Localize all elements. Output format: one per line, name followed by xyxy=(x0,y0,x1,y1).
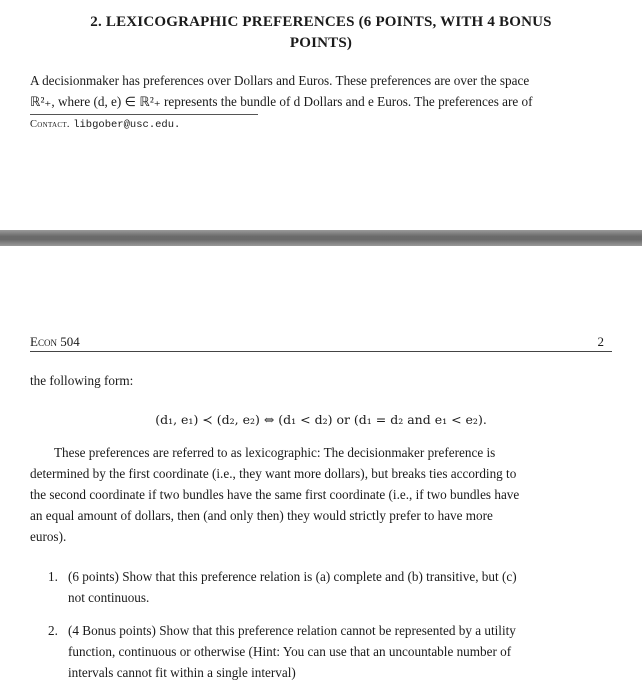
intro-line-1: A decisionmaker has preferences over Dollars and Euros. These preferences are over the space xyxy=(30,73,530,88)
list-item-body xyxy=(68,620,608,683)
page-number: 2 xyxy=(597,334,604,349)
intro-line-2: ℝ²₊, where (d, e) ∈ ℝ²₊ represents the bundle of d Dollars and e Euros. The preferences are of xyxy=(30,94,533,109)
list-item-line: function, continuous or otherwise (Hint: You can use that an uncountable number of xyxy=(68,644,512,659)
list-item-line: intervals cannot fit within a single interval) xyxy=(68,665,296,680)
footnote-rule xyxy=(30,114,258,115)
list-item-line: (4 Bonus points) Show that this preference relation cannot be represented by a utility xyxy=(68,623,516,638)
intro-text: the following form: xyxy=(30,373,134,388)
para-line: the second coordinate if two bundles have the same first coordinate (i.e., if two bundles have xyxy=(30,487,520,502)
lexicographic-paragraph xyxy=(30,442,608,547)
contact-label: Contact. xyxy=(30,119,70,130)
section-title-line-2: POINTS) xyxy=(289,35,353,51)
list-item-number: 2. xyxy=(48,623,58,638)
para-line: determined by the first coordinate (i.e., they want more dollars), but breaks ties according to xyxy=(30,466,517,481)
intro-paragraph xyxy=(30,70,612,112)
list-item-line: not continuous. xyxy=(68,590,150,605)
list-item-number: 1. xyxy=(48,569,58,584)
para-line: euros). xyxy=(30,529,67,544)
page-1-fragment xyxy=(0,0,642,230)
page-separator xyxy=(0,230,642,246)
list-item-body xyxy=(68,566,608,608)
section-title xyxy=(30,12,612,54)
contact-email[interactable]: libgober@usc.edu. xyxy=(73,119,181,131)
section-title-line-1: 2. LEXICOGRAPHIC PREFERENCES (6 POINTS, WITH 4 BONUS xyxy=(90,14,552,30)
preference-formula: (d₁, e₁) ≺ (d₂, e₂) ⇔ (d₁ < d₂) or (d₁ = d₂ and e₁ < e₂). xyxy=(155,412,487,427)
para-line: These preferences are referred to as lexicographic: The decisionmaker preference is xyxy=(54,445,496,460)
contact-footnote xyxy=(30,118,180,131)
list-item-line: (6 points) Show that this preference relation is (a) complete and (b) transitive, but (c) xyxy=(68,569,517,584)
para-line: an equal amount of dollars, then (and only then) they would strictly prefer to have more xyxy=(30,508,493,523)
running-header: Econ 504 xyxy=(30,334,80,349)
header-rule xyxy=(30,351,612,352)
page-2-fragment xyxy=(0,246,642,700)
